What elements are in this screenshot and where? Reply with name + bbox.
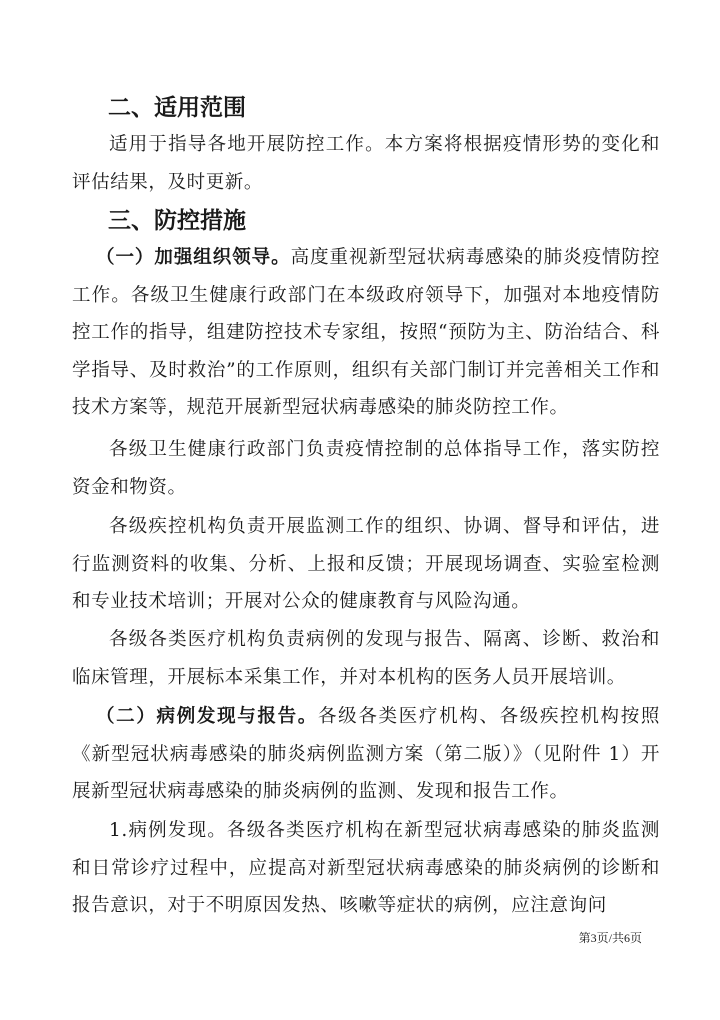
paragraph-body-organization: 高度重视新型冠状病毒感染的肺炎疫情防控工作。各级卫生健康行政部门在本级政府领导下，加强对本地疫情防控工作的指导，组建防控技术专家组，按照“预防为主、防治结合、科学指导、及时救治”的工作原则，组织有关部门制订并完善相关工作和技术方案等，规范开展新型冠状病毒感染的肺炎防控工作。 <box>72 247 660 419</box>
paragraph-scope: 适用于指导各地开展防控工作。本方案将根据疫情形势的变化和评估结果，及时更新。 <box>72 134 660 193</box>
paragraph-cdc-duties: 各级疾控机构负责开展监测工作的组织、协调、督导和评估，进行监测资料的收集、分析、上报和反馈；开展现场调查、实验室检测和专业技术培训；开展对公众的健康教育与风险沟通。 <box>72 516 660 613</box>
paragraph-body-case-reporting: 各级各类医疗机构、各级疾控机构按照《新型冠状病毒感染的肺炎病例监测方案（第二版）》（见附件 1）开展新型冠状病毒感染的肺炎病例的监测、发现和报告工作。 <box>72 706 660 803</box>
paragraph-lead-case-reporting: （二）病例发现与报告。 <box>96 706 318 727</box>
page-number: 第3页/共6页 <box>578 931 642 945</box>
paragraph-case-reporting <box>72 698 660 811</box>
paragraph-medical-institutions: 各级各类医疗机构负责病例的发现与报告、隔离、诊断、救治和临床管理，开展标本采集工作，并对本机构的医务人员开展培训。 <box>72 629 660 688</box>
paragraph-lead-organization: （一）加强组织领导。 <box>96 247 291 268</box>
paragraph-health-administration: 各级卫生健康行政部门负责疫情控制的总体指导工作，落实防控资金和物资。 <box>72 439 660 498</box>
paragraph-case-discovery: 1.病例发现。各级各类医疗机构在新型冠状病毒感染的肺炎监测和日常诊疗过程中，应提高对新型冠状病毒感染的肺炎病例的诊断和报告意识，对于不明原因发热、咳嗽等症状的病例，应注意询问 <box>72 820 660 917</box>
section-heading-scope: 二、适用范围 <box>108 95 246 121</box>
section-heading-measures: 三、防控措施 <box>108 208 246 234</box>
paragraph-organization-leadership <box>72 239 660 427</box>
